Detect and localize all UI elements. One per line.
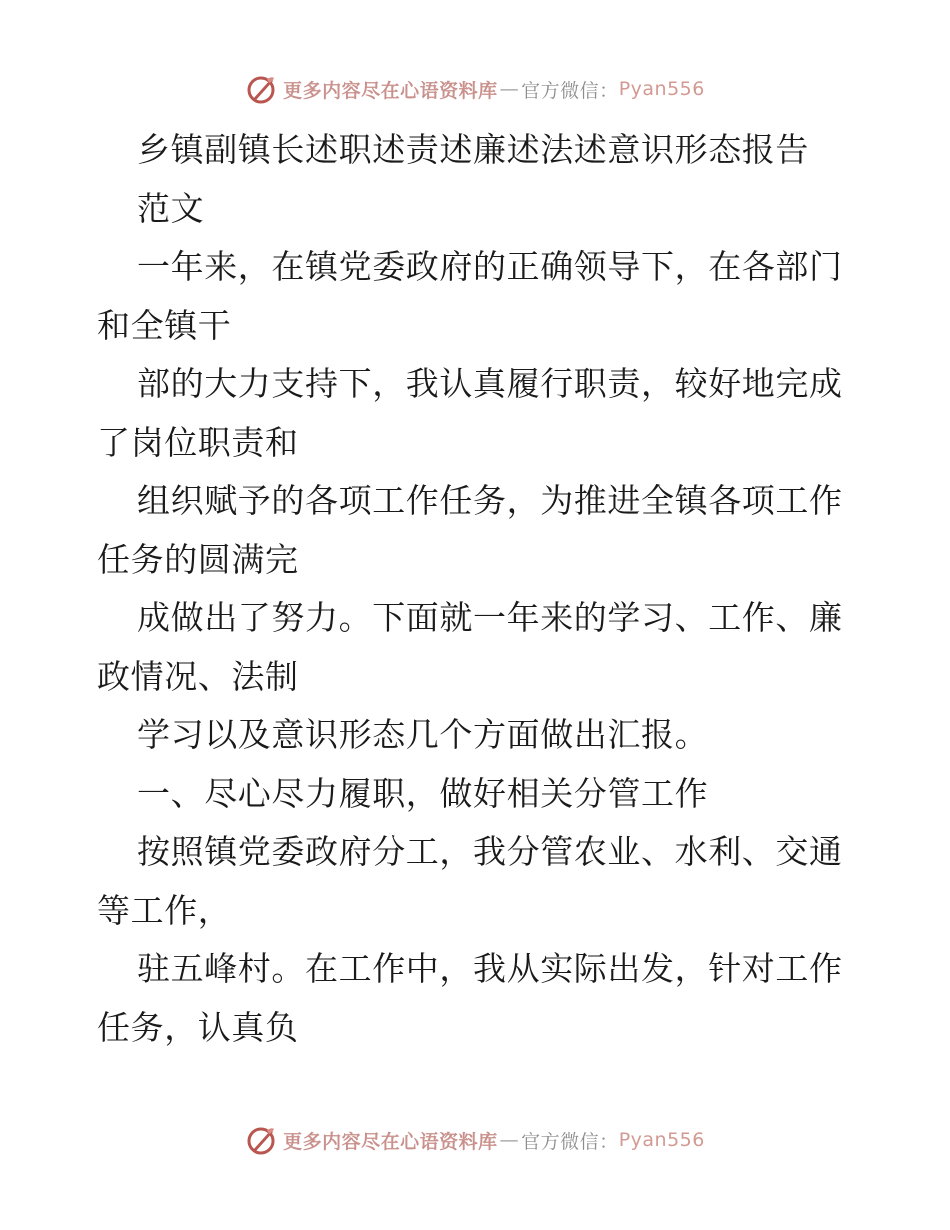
doc-line: 学习以及意识形态几个方面做出汇报。 [137,715,709,754]
footer-watermark [0,1124,950,1156]
doc-paragraph [97,706,857,765]
doc-line: 一年来，在镇党委政府的正确领导下，在各部门 [137,247,843,286]
watermark-contact-label: 官方微信： [521,1130,619,1153]
doc-paragraph [97,238,857,355]
section-heading [97,765,857,824]
doc-title-cont [97,180,857,239]
doc-line: 任务，认真负 [97,1007,299,1047]
doc-line: 部的大力支持下，我认真履行职责，较好地完成 [137,364,843,403]
doc-title [97,121,857,180]
doc-line: 了岗位职责和 [97,422,299,462]
doc-line: 任务的圆满完 [97,539,299,579]
header-watermark [0,73,950,105]
doc-line: 组织赋予的各项工作任务，为推进全镇各项工作 [137,481,843,520]
doc-paragraph [97,940,857,1057]
watermark-separator: — [499,1129,520,1151]
doc-line: 按照镇党委政府分工，我分管农业、水利、交通 [137,832,843,871]
doc-paragraph [97,355,857,472]
quill-logo-icon [245,73,277,105]
doc-line: 成做出了努力。下面就一年来的学习、工作、廉 [137,598,843,637]
doc-line: 政情况、法制 [97,656,299,696]
watermark-separator: — [499,78,520,100]
doc-paragraph [97,589,857,706]
doc-paragraph [97,823,857,940]
doc-line: 驻五峰村。在工作中，我从实际出发，针对工作 [137,949,843,988]
doc-line: 等工作， [97,890,232,930]
watermark-id: Pyan556 [618,78,705,100]
watermark-text: 更多内容尽在心语资料库 [283,1130,498,1153]
document-body [97,121,857,1057]
watermark-text: 更多内容尽在心语资料库 [283,79,498,102]
doc-line: 乡镇副镇长述职述责述廉述法述意识形态报告 [137,130,809,169]
watermark-id: Pyan556 [618,1129,705,1151]
doc-line: 一、尽心尽力履职，做好相关分管工作 [137,773,709,813]
watermark-contact-label: 官方微信： [521,79,619,102]
doc-paragraph [97,472,857,589]
doc-line: 和全镇干 [97,305,232,345]
quill-logo-icon [245,1124,277,1156]
doc-line: 范文 [137,188,205,228]
